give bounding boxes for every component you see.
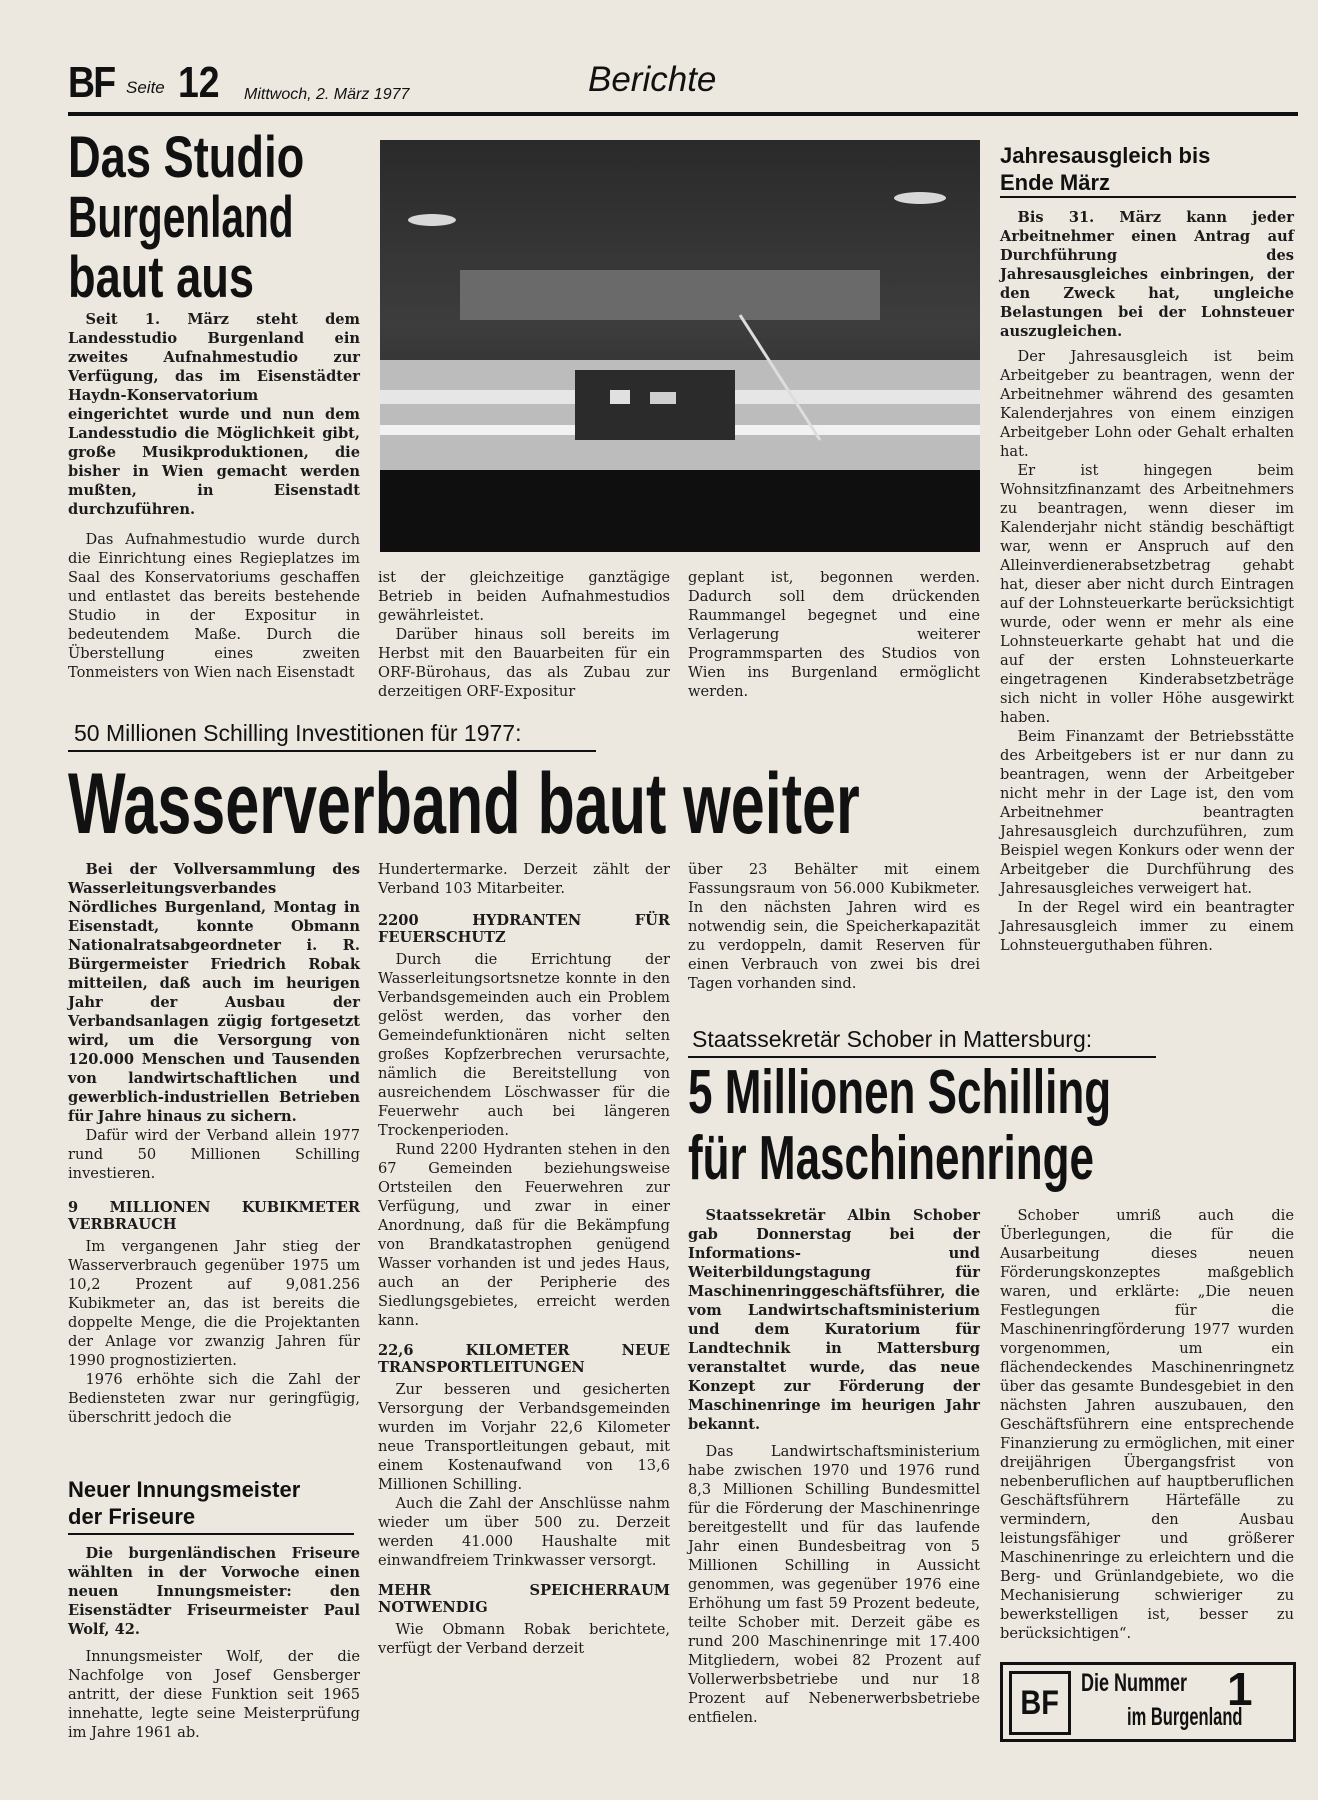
studio-col-3 xyxy=(688,568,980,701)
page-number: 12 xyxy=(178,58,220,107)
bf-ad-line-1-text: Die Nummer xyxy=(1081,1669,1188,1697)
schober-col-1 xyxy=(688,1206,980,1727)
jahresausgleich-p3: Beim Finanzamt der Betriebsstätte des Arbeitgebers ist er nur dann zu beantragen, wenn der Arbeitgeber nicht mehr in der Lage ist, den vom Arbeitnehmer beantragten Jahresausgleich durchzuführen, zum Beispiel wegen Konkurs oder wenn der Arbeitgeber die Durchführung des Jahresausgleiches verweigert hat. xyxy=(1000,728,1294,897)
schober-p1: Das Landwirtschaftsministerium habe zwischen 1970 und 1976 rund 8,3 Millionen Schilling Bundesmittel für die Förderung der Maschinenringe bereitgestellt und für das laufende Jahr einen Bundesbeitrag von 5 Millionen Schilling in Aussicht genommen, was gegenüber 1976 eine Erhöhung um fast 59 Prozent bedeute, teilte Schober mit. Derzeit gäbe es rund 200 Maschinenringe mit 17.400 Mitgliedern, wobei 82 Prozent auf Vollerwerbsbetriebe und nur 18 Prozent auf Nebenerwerbsbetriebe entfielen. xyxy=(688,1443,980,1726)
wasser-sub-1: 9 MILLIONEN KUBIKMETER VERBRAUCH xyxy=(68,1199,360,1233)
studio-lead xyxy=(68,310,360,519)
jahresausgleich-title-line-1: Jahresausgleich bis xyxy=(1000,143,1211,168)
friseure-lead: Die burgenländischen Friseure wählten in der Vorwoche einen neuen Innungsmeister: den Eisenstädter Friseurmeister Paul Wolf, 42. xyxy=(68,1545,360,1638)
studio-headline-line-2: Burgenland xyxy=(68,185,294,250)
schober-headline-line-2: für Maschinenringe xyxy=(688,1124,1095,1193)
studio-headline-line-3: baut aus xyxy=(68,245,255,310)
wasser-kicker-rule xyxy=(68,750,596,752)
wasser-lead: Bei der Vollversammlung des Wasserleitungsverbandes Nördliches Burgenland, Montag in Eisenstadt, konnte Obmann Nationalratsabgeordneter i. R. Bürgermeister Friedrich Robak mitteilen, daß auch im heurigen Jahr der Ausbau der Verbandsanlagen zügig fortgesetzt wird, um die Versorgung von 120.000 Menschen und Tausenden von landwirtschaftlichen und gewerblich-industriellen Betrieben für Jahre hinaus zu sichern. xyxy=(68,861,360,1125)
section-title: Berichte xyxy=(588,60,717,99)
masthead-logo: BF xyxy=(68,58,115,107)
bf-ad-line-2 xyxy=(1127,1703,1302,1732)
studio-col-2b-text: Darüber hinaus soll bereits im Herbst mit den Bauarbeiten für ein ORF-Bürohaus, das als Zubau zur derzeitigen ORF-Expositur xyxy=(378,626,670,700)
bf-ad-logo-text: BF xyxy=(1020,1684,1060,1722)
jahresausgleich-p1: Der Jahresausgleich ist beim Arbeitgeber zu beantragen, wenn der Arbeitnehmer während des gesamten Kalenderjahres von einem einzigen Arbeitgeber Lohn oder Gehalt erhalten hat. xyxy=(1000,348,1294,460)
wasser-c2-p4: Zur besseren und gesicherten Versorgung der Verbandsgemeinden wurden im Vorjahr 22,6 Kilometer neue Transportleitungen gebaut, mit einem Kostenaufwand von 13,6 Millionen Schilling. xyxy=(378,1381,670,1493)
wasser-c2-p5: Auch die Zahl der Anschlüsse nahm wieder um über 500 zu. Derzeit werden 41.000 Haushalte mit einwandfreiem Trinkwasser versorgt. xyxy=(378,1495,670,1569)
schober-headline-line-1: 5 Millionen Schilling xyxy=(688,1058,1112,1127)
studio-photo xyxy=(380,140,980,552)
friseure-title xyxy=(68,1476,300,1530)
bf-ad xyxy=(1000,1662,1296,1742)
studio-col-2a-text: ist der gleichzeitige ganztägige Betrieb in beiden Aufnahmestudios gewährleistet. xyxy=(378,569,670,624)
jahresausgleich-p2: Er ist hingegen beim Wohnsitzfinanzamt des Arbeitnehmers zu beantragen, wenn dieser im Kalenderjahr nicht ständig beschäftigt war, wenn er Anspruch auf den Alleinverdienerabsetzbetrag gehabt hat, dieser aber nicht durch Eintragen auf der Lohnsteuerkarte berücksichtigt wurde, oder wenn er mehr als eine Lohnsteuerkarte gehabt hat und die auf der ersten Lohnsteuerkarte eingetragenen Kinderabsetzbeträge sich nicht in voller Höhe ausgewirkt haben. xyxy=(1000,462,1294,726)
jahresausgleich-rule xyxy=(1000,196,1296,198)
wasser-c3-p1: über 23 Behälter mit einem Fassungsraum von 56.000 Kubikmeter. In den nächsten Jahren wird es notwendig sein, die Speicherkapazität zu verdoppeln, damit Reserven für einen Verbrauch von zwei bis drei Tagen vorhanden sind. xyxy=(688,861,980,992)
bf-ad-line-1 xyxy=(1081,1669,1228,1698)
friseure-title-line-1: Neuer Innungsmeister xyxy=(68,1477,301,1502)
studio-headline xyxy=(68,125,368,310)
wasser-headline: Wasserverband baut weiter xyxy=(68,756,860,852)
wasser-p2: Im vergangenen Jahr stieg der Wasserverbrauch gegenüber 1975 um 10,2 Prozent auf 9,081.256 Kubikmeter an, das ist bereits die doppelte Menge, die die Projektanten der Anlage vor zwanzig Jahren für 1990 prognostizierten. xyxy=(68,1238,360,1369)
mixing-console-photo xyxy=(380,140,980,552)
studio-col-2 xyxy=(378,568,670,701)
jahresausgleich-p4: In der Regel wird ein beantragter Jahresausgleich immer zu einem Lohnsteuerguthaben führen. xyxy=(1000,899,1294,954)
wasser-c2-p6: Wie Obmann Robak berichtete, verfügt der Verband derzeit xyxy=(378,1621,670,1657)
bf-ad-logo xyxy=(1009,1671,1071,1735)
wasser-col-3 xyxy=(688,860,980,993)
jahresausgleich-title-line-2: Ende März xyxy=(1000,170,1111,195)
bf-ad-digit: 1 xyxy=(1227,1663,1253,1715)
wasser-kicker: 50 Millionen Schilling Investitionen für 1977: xyxy=(74,720,522,746)
studio-lead-text: Seit 1. März steht dem Landesstudio Burgenland ein zweites Aufnahmestudio zur Verfügung, das im Eisenstädter Haydn-Konservatorium eingerichtet wurde und nun dem Landesstudio die Möglichkeit gibt, große Musikproduktionen, die bisher in Wien gemacht werden mußten, in Eisenstadt durchzuführen. xyxy=(68,311,360,518)
wasser-col-2 xyxy=(378,860,670,1658)
schober-kicker: Staatssekretär Schober in Mattersburg: xyxy=(692,1026,1093,1052)
jahresausgleich-body xyxy=(1000,208,1294,955)
wasser-p3: 1976 erhöhte sich die Zahl der Bediensteten zwar nur geringfügig, überschritt jedoch die xyxy=(68,1371,360,1426)
wasser-c2-p3: Rund 2200 Hydranten stehen in den 67 Gemeinden beziehungsweise Ortsteilen den Feuerwehren zur Verfügung, und zwar in einer Anordnung, daß für die Bekämpfung von Brandkatastrophen genügend Wasser vorhanden ist und jedes Haus, auch an der Peripherie des Siedlungsgebietes, erreicht werden kann. xyxy=(378,1141,670,1329)
wasser-p1: Dafür wird der Verband allein 1977 rund 50 Millionen Schilling investieren. xyxy=(68,1127,360,1182)
friseure-p1: Innungsmeister Wolf, der die Nachfolge von Josef Gensberger antritt, der diese Funktion seit 1965 innehatte, legte seine Meisterprüfung im Jahre 1961 ab. xyxy=(68,1648,360,1741)
masthead-seite-label: Seite xyxy=(126,78,165,97)
issue-date: Mittwoch, 2. März 1977 xyxy=(244,86,410,103)
jahresausgleich-lead: Bis 31. März kann jeder Arbeitnehmer einen Antrag auf Durchführung des Jahresausgleiches einbringen, der den Zweck hat, ungleiche Belastungen bei der Lohnsteuer auszugleichen. xyxy=(1000,209,1294,340)
bf-ad-line-2-text: im Burgenland xyxy=(1127,1703,1243,1731)
wasser-headline-wrap xyxy=(68,754,980,854)
studio-col-1-text: Das Aufnahmestudio wurde durch die Einrichtung eines Regieplatzes im Saal des Konservatoriums geschaffen und entlastet das bereits bestehende Studio in der Expositur in bedeutendem Maße. Durch die Überstellung eines zweiten Tonmeisters von Wien nach Eisenstadt xyxy=(68,531,360,681)
wasser-sub-3: 22,6 KILOMETER NEUE TRANSPORTLEITUNGEN xyxy=(378,1342,670,1376)
schober-col-2 xyxy=(1000,1206,1294,1643)
friseure-title-line-2: der Friseure xyxy=(68,1504,196,1529)
studio-headline-line-1: Das Studio xyxy=(68,125,305,190)
schober-lead: Staatssekretär Albin Schober gab Donnerstag bei der Informations- und Weiterbildungstagung für Maschinenringgeschäftsführer, die vom Landwirtschaftsministerium und dem Kuratorium für Landtechnik in Mattersburg veranstaltet wurde, das neue Konzept zur Förderung der Maschinenringe im heurigen Jahr bekannt. xyxy=(688,1207,980,1433)
schober-p2: Schober umriß auch die Überlegungen, die für die Ausarbeitung dieses neuen Förderungskonzeptes maßgeblich waren, und erklärte: „Die neuen Festlegungen für die Maschinenringförderung 1977 wurden vorgenommen, um ein flächendeckendes Maschinenringnetz über das gesamte Bundesgebiet in den nächsten Jahren auszubauen, den Geschäftsführern eine entsprechende Finanzierung zu ermöglichen, mit einer dreijährigen Übergangsfrist von nebenberuflichen auf hauptberuflichen Geschäftsführern Härtefälle zu vermindern, den Ausbau leistungsfähiger und größerer Maschinenringe zu erleichtern und die Berg- und Grünlandgebiete, wo die Mechanisierung schwieriger zu bewerkstelligen ist, besser zu berücksichtigen“. xyxy=(1000,1207,1294,1642)
masthead-rule xyxy=(68,112,1298,116)
wasser-c2-p1: Hundertermarke. Derzeit zählt der Verband 103 Mitarbeiter. xyxy=(378,861,670,897)
wasser-sub-4: MEHR SPEICHERRAUM NOTWENDIG xyxy=(378,1582,670,1616)
jahresausgleich-title xyxy=(1000,142,1210,196)
wasser-col-1 xyxy=(68,860,360,1427)
friseure-body xyxy=(68,1544,360,1742)
friseure-rule xyxy=(68,1533,354,1535)
schober-headline xyxy=(688,1060,1288,1192)
wasser-c2-p2: Durch die Errichtung der Wasserleitungsortsnetze konnte in den Verbandsgemeinden auch ein Problem gelöst werden, das vorher den Gemeindefunktionären nicht selten großes Kopfzerbrechen verursachte, nämlich die Bereitstellung von ausreichendem Löschwasser für die Feuerwehr auch bei längeren Trockenperioden. xyxy=(378,951,670,1139)
studio-col-1 xyxy=(68,530,360,682)
wasser-sub-2: 2200 HYDRANTEN FÜR FEUERSCHUTZ xyxy=(378,912,670,946)
studio-col-3-text: geplant ist, begonnen werden. Dadurch soll dem drückenden Raummangel begegnet und eine Verlagerung weiterer Programmsparten des Studios von Wien ins Burgenland ermöglicht werden. xyxy=(688,569,980,700)
